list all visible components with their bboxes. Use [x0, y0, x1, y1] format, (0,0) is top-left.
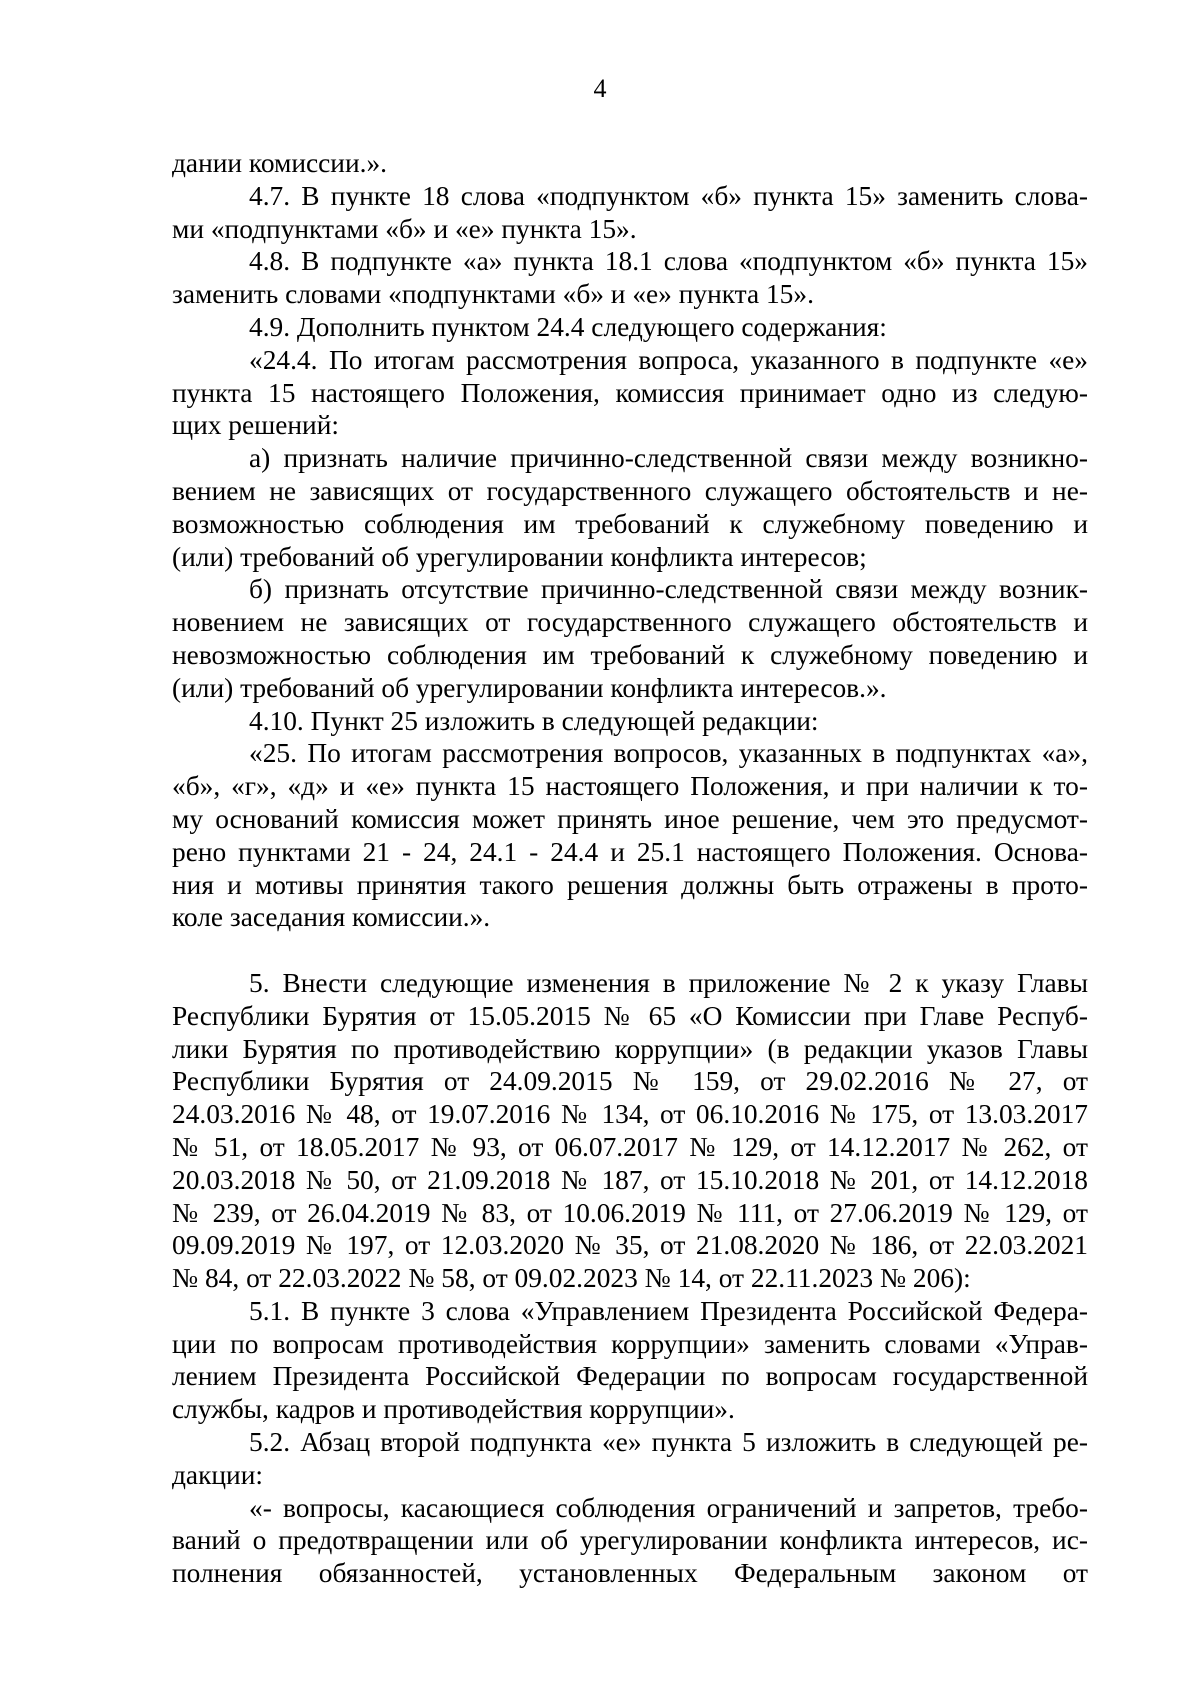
- text-line: возможностью соблюдения им требований к служебному поведению и: [172, 508, 1088, 539]
- text-line: 20.03.2018 № 50, от 21.09.2018 № 187, от 15.10.2018 № 201, от 14.12.2018: [172, 1164, 1088, 1195]
- text-line: Республики Бурятия от 15.05.2015 № 65 «О Комиссии при Главе Респуб-: [172, 1000, 1088, 1031]
- text-line: № 51, от 18.05.2017 № 93, от 06.07.2017 № 129, от 14.12.2017 № 262, от: [172, 1131, 1088, 1162]
- text-line: службы, кадров и противодействия коррупции».: [172, 1394, 735, 1425]
- text-line: 4.7. В пункте 18 слова «подпунктом «б» пункта 15» заменить слова-: [249, 180, 1088, 211]
- text-line: (или) требований об урегулировании конфликта интересов;: [172, 541, 867, 572]
- page-number: 4: [593, 74, 607, 103]
- text-line: ции по вопросам противодействия коррупции» заменить словами «Управ-: [172, 1328, 1088, 1359]
- text-line: полнения обязанностей, установленных Федеральным законом от: [172, 1558, 1088, 1589]
- text-line: «- вопросы, касающиеся соблюдения ограничений и запретов, требо-: [249, 1492, 1088, 1523]
- text-line: 4.9. Дополнить пунктом 24.4 следующего содержания:: [249, 311, 887, 342]
- text-line: а) признать наличие причинно-следственной связи между возникно-: [249, 443, 1088, 474]
- text-line: 4.10. Пункт 25 изложить в следующей редакции:: [249, 705, 819, 736]
- text-line: Республики Бурятия от 24.09.2015 № 159, от 29.02.2016 № 27, от: [172, 1066, 1088, 1097]
- text-line: 4.8. В подпункте «а» пункта 18.1 слова «подпунктом «б» пункта 15»: [249, 246, 1088, 277]
- text-line: № 84, от 22.03.2022 № 58, от 09.02.2023 № 14, от 22.11.2023 № 206):: [172, 1263, 971, 1294]
- text-line: ния и мотивы принятия такого решения должны быть отражены в прото-: [172, 869, 1088, 900]
- text-line: му оснований комиссия может принять иное решение, чем это предусмот-: [172, 803, 1088, 834]
- text-line: № 239, от 26.04.2019 № 83, от 10.06.2019 № 111, от 27.06.2019 № 129, от: [172, 1197, 1088, 1228]
- text-line: (или) требований об урегулировании конфликта интересов.».: [172, 672, 887, 703]
- text-line: «25. По итогам рассмотрения вопросов, указанных в подпунктах «а»,: [249, 738, 1088, 769]
- text-line: «24.4. По итогам рассмотрения вопроса, указанного в подпункте «е»: [249, 344, 1088, 375]
- text-line: лением Президента Российской Федерации по вопросам государственной: [172, 1361, 1088, 1392]
- text-line: дании комиссии.».: [172, 148, 388, 178]
- paragraph-gap: [172, 934, 1088, 967]
- text-line: невозможностью соблюдения им требований к служебному поведению и: [172, 639, 1088, 670]
- text-line: вением не зависящих от государственного служащего обстоятельств и не-: [172, 475, 1088, 506]
- text-line: б) признать отсутствие причинно-следственной связи между возник-: [249, 574, 1088, 605]
- document-body: [172, 147, 1088, 1590]
- text-line: 5.1. В пункте 3 слова «Управлением Президента Российской Федера-: [249, 1295, 1088, 1326]
- text-line: пункта 15 настоящего Положения, комиссия принимает одно из следую-: [172, 377, 1088, 408]
- text-line: дакции:: [172, 1459, 263, 1490]
- text-line: «б», «г», «д» и «е» пункта 15 настоящего Положения, и при наличии к то-: [172, 771, 1088, 802]
- text-line: щих решений:: [172, 410, 339, 441]
- text-line: ваний о предотвращении или об урегулировании конфликта интересов, ис-: [172, 1525, 1088, 1556]
- text-line: ми «подпунктами «б» и «е» пункта 15».: [172, 213, 637, 244]
- text-line: 24.03.2016 № 48, от 19.07.2016 № 134, от 06.10.2016 № 175, от 13.03.2017: [172, 1099, 1088, 1130]
- text-line: лики Бурятия по противодействию коррупции» (в редакции указов Главы: [172, 1033, 1088, 1064]
- text-line: коле заседания комиссии.».: [172, 902, 491, 933]
- text-line: 09.09.2019 № 197, от 12.03.2020 № 35, от 21.08.2020 № 186, от 22.03.2021: [172, 1230, 1088, 1261]
- text-line: заменить словами «подпунктами «б» и «е» пункта 15».: [172, 279, 814, 310]
- text-line: 5.2. Абзац второй подпункта «е» пункта 5 изложить в следующей ре-: [249, 1427, 1088, 1458]
- text-line: 5. Внести следующие изменения в приложение № 2 к указу Главы: [249, 967, 1088, 998]
- text-line: новением не зависящих от государственного служащего обстоятельств и: [172, 607, 1088, 638]
- text-line: рено пунктами 21 - 24, 24.1 - 24.4 и 25.1 настоящего Положения. Основа-: [172, 836, 1088, 867]
